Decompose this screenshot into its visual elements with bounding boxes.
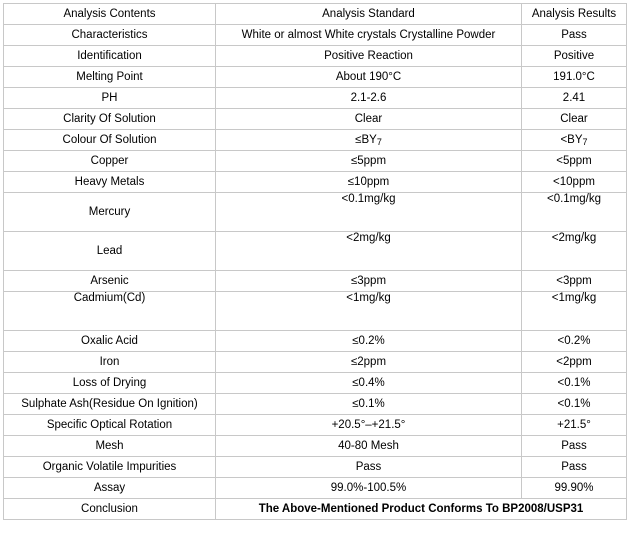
row-result: <3ppm <box>522 271 627 292</box>
row-item: Specific Optical Rotation <box>4 415 216 436</box>
header-analysis-results: Analysis Results <box>522 4 627 25</box>
table-row <box>4 331 627 352</box>
row-item: Oxalic Acid <box>4 331 216 352</box>
row-result: +21.5° <box>522 415 627 436</box>
row-item: Lead <box>4 232 216 271</box>
row-standard: About 190°C <box>216 67 522 88</box>
row-item: Identification <box>4 46 216 67</box>
table-row <box>4 151 627 172</box>
table-row <box>4 130 627 151</box>
table-row <box>4 457 627 478</box>
row-result: <1mg/kg <box>522 292 627 331</box>
analysis-table <box>3 3 627 520</box>
row-item: Mercury <box>4 193 216 232</box>
header-analysis-standard: Analysis Standard <box>216 4 522 25</box>
row-result: <0.2% <box>522 331 627 352</box>
row-standard: ≤0.1% <box>216 394 522 415</box>
standard-value: ≤BY <box>355 133 377 146</box>
row-item: Melting Point <box>4 67 216 88</box>
row-standard: <0.1mg/kg <box>216 193 522 232</box>
table-row <box>4 88 627 109</box>
row-standard: Positive Reaction <box>216 46 522 67</box>
row-standard: ≤10ppm <box>216 172 522 193</box>
row-result: <0.1% <box>522 373 627 394</box>
row-standard: <1mg/kg <box>216 292 522 331</box>
header-analysis-contents: Analysis Contents <box>4 4 216 25</box>
table-row <box>4 478 627 499</box>
table-row <box>4 46 627 67</box>
result-value: <BY <box>560 133 583 146</box>
conclusion-label: Conclusion <box>4 499 216 520</box>
row-result: <5ppm <box>522 151 627 172</box>
row-result: <2mg/kg <box>522 232 627 271</box>
row-item: Copper <box>4 151 216 172</box>
row-item: Colour Of Solution <box>4 130 216 151</box>
table-row <box>4 352 627 373</box>
row-result: 191.0°C <box>522 67 627 88</box>
row-result: <0.1% <box>522 394 627 415</box>
row-standard: Clear <box>216 109 522 130</box>
row-standard: <2mg/kg <box>216 232 522 271</box>
row-result: 99.90% <box>522 478 627 499</box>
row-standard: ≤2ppm <box>216 352 522 373</box>
row-result: Pass <box>522 436 627 457</box>
table-row <box>4 25 627 46</box>
row-standard: ≤3ppm <box>216 271 522 292</box>
row-item: Loss of Drying <box>4 373 216 394</box>
table-row <box>4 193 627 232</box>
row-standard: 2.1-2.6 <box>216 88 522 109</box>
table-row <box>4 292 627 331</box>
row-result: Pass <box>522 25 627 46</box>
row-item: Organic Volatile Impurities <box>4 457 216 478</box>
row-standard: ≤0.4% <box>216 373 522 394</box>
row-result: <10ppm <box>522 172 627 193</box>
row-item: Characteristics <box>4 25 216 46</box>
conclusion-row <box>4 499 627 520</box>
row-item: Sulphate Ash(Residue On Ignition) <box>4 394 216 415</box>
row-item: PH <box>4 88 216 109</box>
table-row <box>4 415 627 436</box>
row-standard: ≤5ppm <box>216 151 522 172</box>
table-row <box>4 172 627 193</box>
row-item: Arsenic <box>4 271 216 292</box>
row-standard: 40-80 Mesh <box>216 436 522 457</box>
table-row <box>4 271 627 292</box>
table-row <box>4 373 627 394</box>
row-item: Clarity Of Solution <box>4 109 216 130</box>
row-standard <box>216 130 522 151</box>
row-result: Clear <box>522 109 627 130</box>
result-subscript: 7 <box>582 136 588 147</box>
row-standard: 99.0%-100.5% <box>216 478 522 499</box>
table-row <box>4 394 627 415</box>
row-item: Iron <box>4 352 216 373</box>
row-standard: ≤0.2% <box>216 331 522 352</box>
row-result: 2.41 <box>522 88 627 109</box>
row-result: Pass <box>522 457 627 478</box>
row-standard: Pass <box>216 457 522 478</box>
row-item: Heavy Metals <box>4 172 216 193</box>
table-row <box>4 232 627 271</box>
row-result: <0.1mg/kg <box>522 193 627 232</box>
row-result: <2ppm <box>522 352 627 373</box>
row-item: Mesh <box>4 436 216 457</box>
row-result <box>522 130 627 151</box>
table-row <box>4 436 627 457</box>
table-row <box>4 67 627 88</box>
conclusion-text: The Above-Mentioned Product Conforms To BP2008/USP31 <box>216 499 627 520</box>
table-row <box>4 109 627 130</box>
row-standard: White or almost White crystals Crystalline Powder <box>216 25 522 46</box>
row-item: Assay <box>4 478 216 499</box>
row-standard: +20.5°–+21.5° <box>216 415 522 436</box>
table-header-row <box>4 4 627 25</box>
row-result: Positive <box>522 46 627 67</box>
standard-subscript: 7 <box>376 136 382 147</box>
row-item: Cadmium(Cd) <box>4 292 216 331</box>
